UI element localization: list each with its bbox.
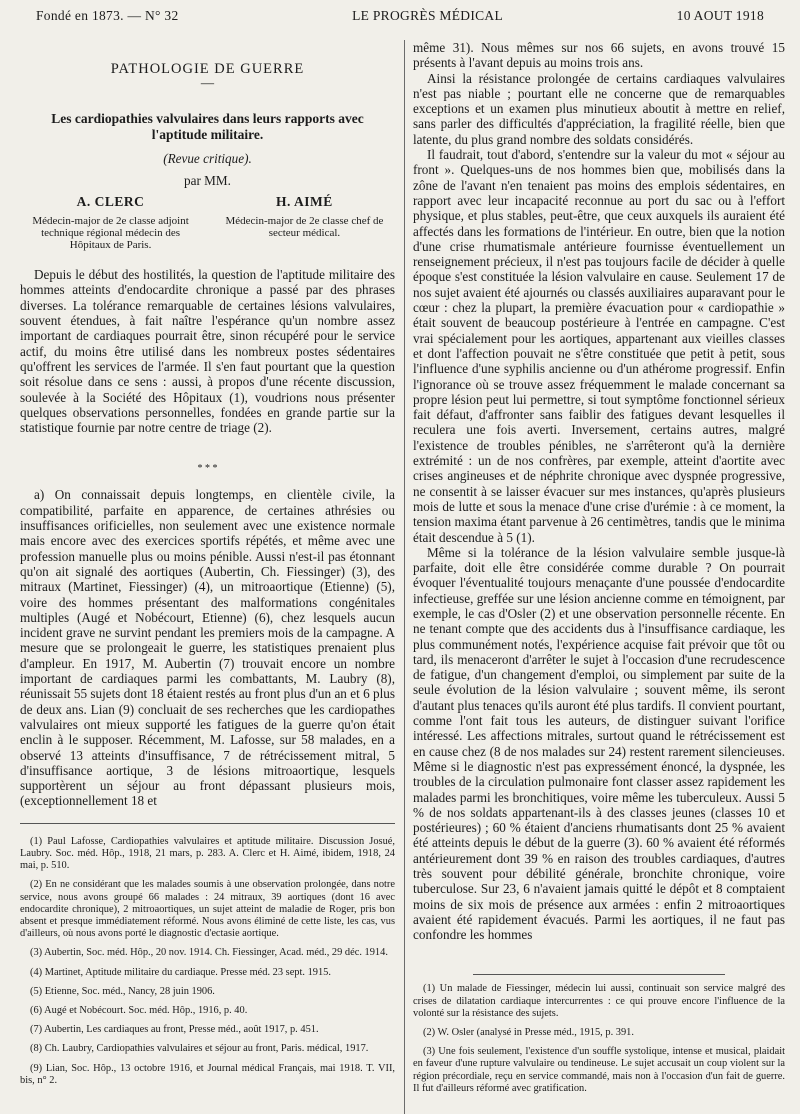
paragraph: Même si la tolérance de la lésion valvulaire semble jusque-là parfaite, doit elle être considérée comme durable ? On pourrait évoquer l'éventualité toujours menaçante d'une poussée d'endocardite infectieuse, greffée sur une lésion ancienne comme en témoignent, par exemple, le cas d'Osler (2) et une observation personnelle récente. En ne tenant compte que des accidents dus à l'insuffisance cardiaque, les plus communément notés, l'expérience acquise fait prévoir que tôt ou tard, ils menaceront d'arrêter le sujet à l'occasion d'une recrudescence de fatigue, d'un changement d'emploi, ou simplement par suite de la seule évolution de la lésion valvulaire ; souvent même, ils seront d'autant plus tenaces qu'ils auront été plus tardifs. Il convient pourtant, comme l'ont fait tous les auteurs, de distinguer suivant l'orifice intéressé. Les affections mitrales, surtout quand le rétrécissement est en cause chez (8 de nos malades sur 24) restent rarement silencieuses. Même si le diagnostic n'est pas expressément énoncé, la dyspnée, les troubles de la circulation pulmonaire font classer assez rapidement les malades parmi les bronchitiques, voire même les tuberculeux. Aussi 5 % de nos soldats appartenant-ils à des classes jeunes (classes 10 et postérieures) ; 60 % étaient d'anciens rhumatisants dont 25 % avaient été atteints depuis le début de la guerre (3). 60 % avaient été réformés antérieurement dont 39 % en raison des troubles cardiaques, d'autres très souvent pour débilité générale, bronchite chronique, voire tuberculose. Sur 23, 6 n'avaient jamais quitté le dépôt et 8 comptaient moins de six mois de présence aux armées : enfin 2 mitroaortiques avaient été rapidement évacués. Parmi les aortiques, il ne faut pas confondre les hommes (413, 544, 785, 943)
paragraph: même 31). Nous mêmes sur nos 66 sujets, en avons trouvé 15 présents à l'avant depuis au moins trois ans. (413, 40, 785, 71)
author-name: A. CLERC (76, 193, 145, 209)
section-title: PATHOLOGIE DE GUERRE (110, 61, 305, 77)
footnote: (3) Aubertin, Soc. méd. Hôp., 20 nov. 1914. Ch. Fiessinger, Acad. méd., 29 déc. 1914. (30, 947, 388, 959)
footnote: (8) Ch. Laubry, Cardiopathies valvulaires et séjour au front, Paris. médical, 1917. (30, 1043, 369, 1055)
footnote: (4) Martinet, Aptitude militaire du cardiaque. Presse méd. 23 sept. 1915. (30, 966, 331, 978)
paragraph: Il faudrait, tout d'abord, s'entendre sur la valeur du mot « séjour au front ». Quelques-uns de nos hommes bien que, mobilisés dans la zône de l'avant n'en tenaient pas moins des emplois sédentaires, en rapport avec leur incapacité reconnue au port du sac ou à l'effort physique, et plus stables, peut-être, que ceux auxquels ils auraient été affectés dans les formations de l'intérieur. En outre, bien que la notion d'une crise rhumatismale antérieure fournisse éventuellement un renseignement précieux, il n'est pas toujours facile de décider à quelle époque s'est constituée la lésion valvulaire en cause. Seulement 17 de nos sujet avaient été ajournés ou classés auxiliaires auparavant pour le cœur : chez la plupart, la première évacuation pour « cardiopathie » était souvent de beaucoup postérieure à l'entrée en campagne. C'est vrai spécialement pour les aortiques, appartenant aux vieilles classes et dont l'affection pouvait ne s'être constituée que petit à petit, sous l'influence d'une syphilis ancienne ou d'un athérome progressif. Enfin l'ignorance où se trouve assez fréquemment le malade concernant sa propre lésion peut lui permettre, si tout symptôme fonctionnel sérieux fait défaut, d'affronter sans faiblir des fatigues devant lesquelles il reculera une fois averti. Inversement, certains autres, malgré l'existence de troubles pénibles, ne s'arrêteront qu'à la dernière extrémité : un de nos confrères, par exemple, atteint d'aortite avec crises angineuses et de néphrite chronique avec dyspnée progressive, ne consentit à se laisser évacuer sur mes instances, qu'après plusieurs mois de lutte et sous la menace d'une crise d'urémie : à ce moment, la tension maxima étant parvenue à 26 centimètres, tandis que le minima était descendue à 5 (1). (413, 147, 785, 545)
page-header (36, 8, 764, 28)
footnote: (2) En ne considérant que les malades soumis à une observation prolongée, dans notre service, nous avons groupé 66 malades : 24 mitraux, 39 aortiques (dont 16 avec endocardite chronique), 2 mitroaortiques, un sujet atteint de maladie de Roger, pris bon absent et presque immédiatement réformé. Nous avons éliminé de cette liste, les cas, vus d'ailleurs, où nous avons porté le diagnostic d'ectasie aortique. (20, 879, 395, 940)
intro-paragraph: Depuis le début des hostilités, la question de l'aptitude militaire des hommes atteints d'endocardite chronique a passé par des phrases diverses. La tolérance remarquable de certaines lésions valvulaires, souvent étendues, à fait naître l'espérance qu'un nombre assez important de cardiaques pourrait être, sinon récupéré pour le service actif, du moins être utilisé dans les nombreux postes sédentaires qu'offrent les services de l'armée. Il s'en faut pourtant que la question soit résolue dans ce sens : aussi, à propos d'une récente discussion, soulevée à la Société des Hôpitaux (1), voudrions nous présenter quelques observations personnelles, fondées en grande partie sur la statistique fournie par notre centre de triage (2). (20, 267, 395, 436)
author-aime (222, 194, 387, 251)
column-divider (404, 40, 405, 1114)
paragraph-a: a) On connaissait depuis longtemps, en clientèle civile, la compatibilité, parfaite en apparence, de certaines athrésies ou insuffisances orificielles, non seulement avec une existence normale mais encore avec des exercices sportifs répétés, et même avec une profession manuelle plus ou moins pénible. Aussi n'est-il pas étonnant qu'on ait signalé des aortiques (Aubertin, Ch. Fiessinger) (3), des mitraux (Martinet, Fiessinger) (4), un mitroaortique (Etienne) (5), voire des hommes présentant des malformations congénitales multiples (Augé et Nobécourt, Etienne) (6), chez lesquels aucun incident grave ne survint pendant les premiers mois de la campagne. A mesure que se prolongeait le guerre, les statistiques prenaient plus d'ampleur. En 1917, M. Aubertin (7) trouvait encore un nombre important de cardiaques parmi les combattants, M. Laubry (8), réunissait 55 sujets dont 18 étaient restés au front plus d'un an et 6 plus de deux ans. Lian (9) concluait de ses recherches que les cardiopathes valvulaires ont mieux supporté les fatigues de la guerre qu'on était enclin à le supposer. Récemment, M. Lafosse, sur 58 malades, en a observé 13 atteints d'insuffisance, 7 de rétrécissement mitral, 5 d'insuffisance aortique, 3 de lésions mitroaortique, lesquels supportèrent un séjour au front dépassant plusieurs mois, (exceptionnellement 18 et (20, 487, 395, 809)
paragraph: Ainsi la résistance prolongée de certains cardiaques valvulaires n'est pas niable ; pourtant elle ne concerne que de remarquables exceptions et un examen plus minutieux aboutit à mettre en relief, sans parler des difficultés d'appréciation, la fragilité réelle, bien que latente, du plus grand nombre des soldats considérés. (413, 70, 785, 147)
journal-name: LE PROGRÈS MÉDICAL (352, 8, 504, 23)
article-title: Les cardiopathies valvulaires dans leurs rapports avec l'aptitude militaire. (51, 111, 364, 143)
footnote: (2) W. Osler (analysé in Presse méd., 1915, p. 391. (423, 1026, 634, 1038)
footnote-rule (473, 974, 725, 975)
footnotes-left (20, 836, 395, 1087)
footnote: (6) Augé et Nobécourt. Soc. méd. Hôp., 1916, p. 40. (30, 1004, 248, 1016)
author-name: H. AIMÉ (276, 193, 333, 209)
footnote: (3) Une fois seulement, l'existence d'un souffle systolique, intense et musical, plaidait en faveur d'une rupture valvulaire ou tendineuse. Le sujet accusait un coup violent sur la région précordiale, reçu en service commandé, mais non à l'occasion d'un fait de guerre. Il fut d'ailleurs réformé avec gratification. (413, 1046, 785, 1094)
footnote: (5) Etienne, Soc. méd., Nancy, 28 juin 1906. (30, 985, 215, 997)
issue-date: 10 AOUT 1918 (676, 8, 764, 23)
footnote: (1) Un malade de Fiessinger, médecin lui aussi, continuait son service malgré des crises de dilatation cardiaque intercurrentes : ce qui prouve encore l'influence de la volonté sur la résistance des sujets. (413, 983, 785, 1019)
footnotes-right-block (413, 966, 785, 1102)
footnote-rule (20, 823, 395, 824)
left-column (20, 40, 395, 1104)
header-founded: Fondé en 1873. — N° 32 (36, 8, 179, 23)
author-affiliation: Médecin-major de 2e classe adjoint technique régional médecin des Hôpitaux de Paris. (32, 215, 189, 252)
author-affiliation: Médecin-major de 2e classe chef de secteur médical. (225, 215, 384, 240)
footnotes-right (413, 983, 785, 1095)
right-column (413, 40, 785, 1104)
authors (28, 194, 387, 251)
footnote: (1) Paul Lafosse, Cardiopathies valvulaires et aptitude militaire. Discussion Josué, Laubry. Soc. méd. Hôp., 1918, 21 mars, p. 283. A. Clerc et H. Aimé, ibidem, 1918, 24 mai, p. 510. (20, 835, 395, 872)
footnote: (9) Lian, Soc. Hôp., 13 octobre 1916, et Journal médical Français, mai 1918. T. VII, bis, n° 2. (20, 1062, 395, 1086)
article-subtitle: (Revue critique). (163, 151, 252, 167)
author-clerc (28, 194, 193, 251)
byline: par MM. (184, 172, 231, 188)
footnote: (7) Aubertin, Les cardiaques au front, Presse méd., août 1917, p. 451. (30, 1024, 319, 1036)
section-stars: * * * (197, 463, 218, 475)
section-dash: — (200, 75, 215, 91)
